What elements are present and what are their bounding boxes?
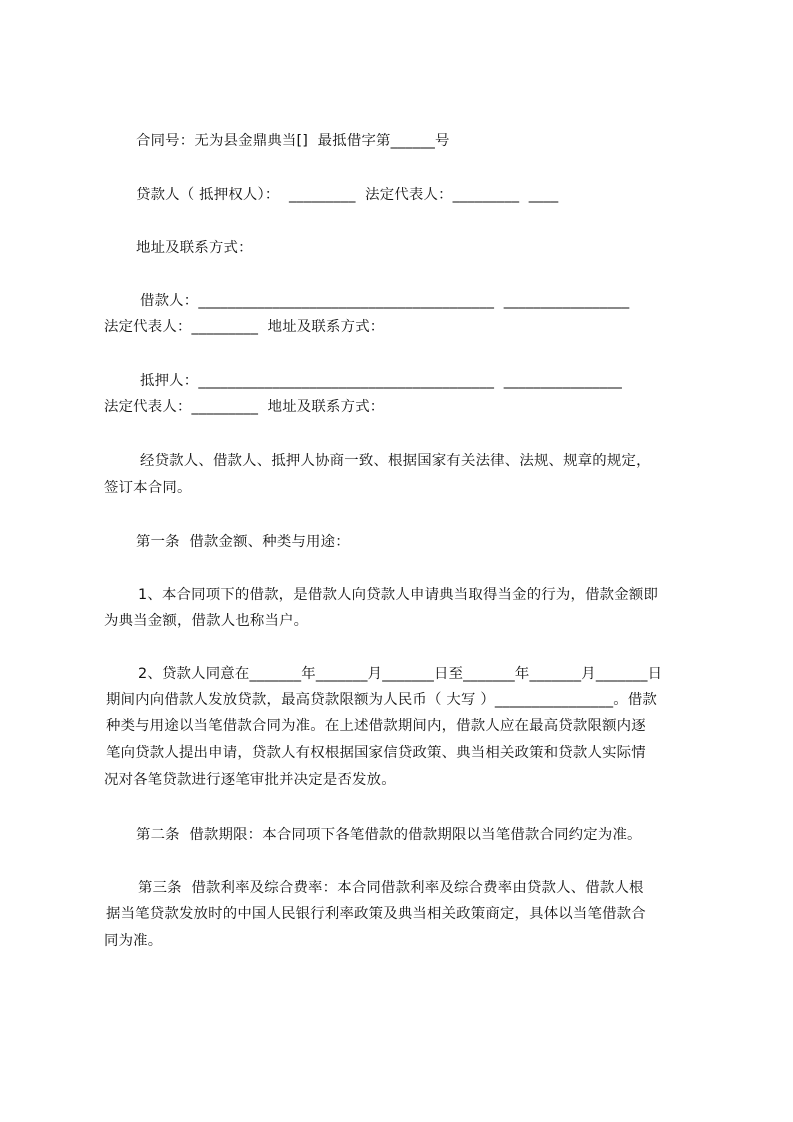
lender-line: 贷款人（ 抵押权人）： _________ 法定代表人：_________ ____ — [136, 187, 559, 203]
mortgagor-line: 抵押人：________________________________________ ________________ — [140, 373, 623, 389]
mortgagor-representative: 法定代表人：_________ 地址及联系方式： — [104, 399, 385, 415]
clause-2-line-2: 期间内向借款人发放贷款，最高贷款限额为人民币（ 大写 ）________________。借款 — [106, 692, 658, 708]
clause-2-line-5: 况对各笔贷款进行逐笔审批并决定是否发放。 — [104, 772, 396, 788]
clause-2-line-1: 2、贷款人同意在_______年_______月_______日至_______年_______月_______日 — [138, 666, 663, 682]
lender-address: 地址及联系方式： — [136, 240, 253, 256]
clause-1-line-1: 1、本合同项下的借款，是借款人向贷款人申请典当取得当金的行为，借款金额即 — [138, 587, 659, 603]
preamble-line-1: 经贷款人、借款人、抵押人协商一致、根据国家有关法律、法规、规章的规定， — [140, 453, 651, 469]
borrower-representative: 法定代表人：_________ 地址及联系方式： — [104, 319, 385, 335]
preamble-line-2: 签订本合同。 — [104, 480, 192, 496]
article-3-line-2: 据当笔贷款发放时的中国人民银行利率政策及典当相关政策商定，具体以当笔借款合 — [106, 906, 646, 922]
clause-2-line-3: 种类与用途以当笔借款合同为准。在上述借款期间内，借款人应在最高贷款限额内逐 — [106, 718, 646, 734]
contract-number: 合同号：无为县金鼎典当[] 最抵借字第______号 — [136, 133, 450, 149]
article-3-line-3: 同为准。 — [104, 933, 163, 949]
article-2: 第二条 借款期限：本合同项下各笔借款的借款期限以当笔借款合同约定为准。 — [136, 827, 642, 843]
clause-1-line-2: 为典当金额，借款人也称当户。 — [104, 613, 309, 629]
clause-2-line-4: 笔向贷款人提出申请，贷款人有权根据国家信贷政策、典当相关政策和贷款人实际情 — [106, 745, 646, 761]
article-1-heading: 第一条 借款金额、种类与用途： — [136, 534, 350, 550]
article-3-line-1: 第三条 借款利率及综合费率：本合同借款利率及综合费率由贷款人、借款人根 — [138, 880, 644, 896]
borrower-line: 借款人：________________________________________ _________________ — [140, 293, 630, 309]
